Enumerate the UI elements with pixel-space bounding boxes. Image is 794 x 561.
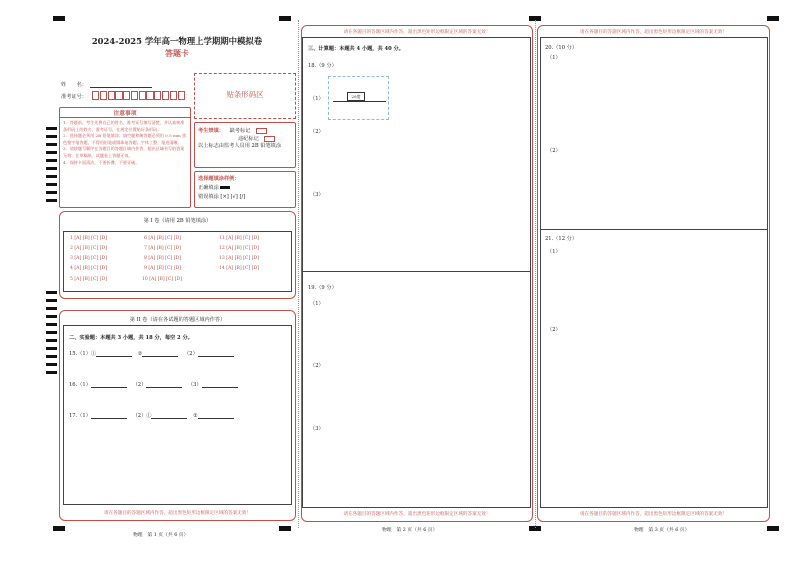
- fill-sample-label: 选择题填涂样例：: [198, 176, 240, 182]
- registration-mark: [767, 526, 779, 531]
- answer-sheet-label: 答题卡: [165, 48, 189, 58]
- column-divider: [298, 20, 299, 528]
- q15-blank-2[interactable]: [142, 356, 178, 357]
- mc-question-14[interactable]: 14 [A] [B] [C] [D]: [219, 266, 259, 271]
- barcode-area-label: 贴条形码区: [226, 90, 264, 99]
- name-field[interactable]: [90, 87, 152, 88]
- figure-block-label: 29度: [351, 94, 361, 99]
- q15-row: [69, 350, 234, 357]
- experiment-section-title: 二、实验题：本题共 3 小题，共 18 分，每空 2 分。: [69, 335, 193, 341]
- registration-mark: [53, 16, 65, 21]
- q15-blank-1[interactable]: [96, 356, 132, 357]
- q19-part-2: （2）: [310, 363, 324, 369]
- name-label: 姓 名：: [61, 82, 87, 88]
- registration-mark: [767, 16, 779, 21]
- mc-question-5[interactable]: 5 [A] [B] [C] [D]: [70, 277, 107, 282]
- page3-warning-top: 请在各题目的答题区域内作答，超出黑色矩形边框限定区域的答案无效！: [579, 30, 727, 35]
- mc-question-4[interactable]: 4 [A] [B] [C] [D]: [70, 266, 107, 271]
- notice-items: [63, 120, 188, 166]
- q17-blank-3[interactable]: [198, 418, 234, 419]
- part1-title: 第 I 卷（请用 2B 铅笔填涂）: [143, 218, 212, 224]
- q19-title: 19.（9 分）: [308, 285, 337, 291]
- q17-label: 17.（1）: [69, 413, 91, 419]
- q18-part-2: （2）: [310, 129, 324, 135]
- mc-question-11[interactable]: 11 [A] [B] [C] [D]: [219, 236, 259, 241]
- absent-mark-box[interactable]: [256, 128, 267, 134]
- notice-item: 2．选择题必须用 2B 铅笔填涂；填空题和解答题必须用 0.5 mm 黑色签字笔答题，不得用铅笔或圆珠笔答题；字体工整、笔迹清晰。: [63, 133, 187, 145]
- q18-title: 18.（9 分）: [308, 63, 337, 69]
- mc-question-10[interactable]: 10 [A] [B] [C] [D]: [142, 277, 182, 282]
- wrong-fill-sample: [×] [√] [/]: [220, 194, 246, 200]
- registration-mark: [279, 16, 291, 21]
- q17-row: [69, 412, 234, 419]
- registration-mark: [53, 526, 65, 531]
- violation-mark-label: 违纪标记: [238, 136, 259, 142]
- exam-title: 2024-2025 学年高一物理上学期期中模拟卷: [91, 36, 263, 46]
- page3-footer: 物理 第 3 页（共 6 页）: [634, 528, 690, 533]
- q16-row: [69, 381, 238, 388]
- fill-sample-panel: [198, 175, 294, 202]
- figure-ground-line: [333, 101, 386, 102]
- page1-footer: 物理 第 1 页（共 6 页）: [133, 533, 189, 538]
- exam-id-label: 准考证号：: [61, 94, 87, 100]
- q16-blank-3[interactable]: [202, 387, 238, 388]
- figure-block: [347, 92, 365, 101]
- correct-fill-label: 正确填涂: [198, 185, 219, 191]
- mc-question-12[interactable]: 12 [A] [B] [C] [D]: [219, 246, 259, 251]
- q21-part-1: （1）: [547, 249, 561, 255]
- part2-title: 第 II 卷（请在各试题的答题区域内作答）: [129, 317, 226, 323]
- mc-question-8[interactable]: 8 [A] [B] [C] [D]: [144, 256, 181, 261]
- q16-sub-2: （2）: [132, 382, 147, 388]
- q21-title: 21.（12 分）: [545, 236, 578, 242]
- page2-warning-top: 请在各题目的答题区域内作答，超出黑色矩形边框限定区域的答案无效！: [343, 30, 491, 35]
- mc-question-2[interactable]: 2 [A] [B] [C] [D]: [70, 246, 107, 251]
- q15-label: 15.（1）①: [69, 351, 97, 357]
- q20-part-1: （1）: [547, 55, 561, 61]
- q18-part-3: （3）: [310, 192, 324, 198]
- mc-question-13[interactable]: 13 [A] [B] [C] [D]: [219, 256, 259, 261]
- q17-sub-3: ②: [193, 413, 198, 419]
- notice-item: 3．请按题号顺序在各题目的答题区域内作答，超出区域书写的答案无效；在草稿纸、试题卷上答题无效。: [63, 146, 185, 158]
- notice-divider: [59, 117, 191, 118]
- notice-item: 4．保持卡面清洁，不要折叠、不要弄破。: [63, 159, 140, 165]
- wrong-fill-label: 错误填涂: [198, 194, 219, 200]
- exam-status-panel: [198, 127, 294, 150]
- correct-fill-sample: [220, 186, 230, 190]
- q15-sub-3: （2）: [184, 351, 198, 357]
- page1-warning: 请在各题目的答题区域内作答，超出黑色矩形边框限定区域的答案无效！: [103, 511, 251, 516]
- calculation-section-title: 三、计算题：本题共 4 小题，共 40 分。: [308, 46, 404, 52]
- exam-id-cells[interactable]: [92, 91, 185, 100]
- violation-mark-box[interactable]: [264, 136, 275, 142]
- notice-title: 注意事项: [113, 111, 137, 117]
- mc-question-9[interactable]: 9 [A] [B] [C] [D]: [144, 266, 181, 271]
- q17-sub-2: （2）①: [132, 413, 152, 419]
- q17-blank-2[interactable]: [151, 418, 187, 419]
- page3-warning-bottom: 请在各题目的答题区域内作答，超出黑色矩形边框限定区域的答案无效！: [579, 512, 727, 517]
- q16-label: 16.（1）: [69, 382, 91, 388]
- column-divider: [535, 20, 536, 528]
- q15-blank-3[interactable]: [198, 356, 234, 357]
- page3-answer-area: [540, 37, 768, 508]
- q18-q19-divider: [302, 271, 531, 272]
- q15-sub-2: ②: [137, 351, 143, 357]
- q19-part-3: （3）: [310, 426, 324, 432]
- q20-q21-divider: [540, 229, 768, 230]
- mc-question-7[interactable]: 7 [A] [B] [C] [D]: [144, 246, 181, 251]
- mc-question-6[interactable]: 6 [A] [B] [C] [D]: [144, 236, 181, 241]
- exam-status-note: 以上标志由监考人员用 2B 铅笔填涂: [198, 143, 282, 149]
- q19-part-1: （1）: [310, 301, 324, 307]
- q17-blank-1[interactable]: [91, 418, 127, 419]
- notice-item: 1．答题前，考生先将自己的姓名，准考证号填写清楚，并认真核准条形码上的姓名、准考证号，在规定位置贴好条形码。: [63, 120, 185, 132]
- q20-part-2: （2）: [547, 148, 561, 154]
- q18-figure: [328, 76, 389, 120]
- registration-mark: [279, 526, 291, 531]
- q21-part-2: （2）: [547, 327, 561, 333]
- q16-sub-3: （3）: [187, 382, 202, 388]
- page2-footer: 物理 第 2 页（共 6 页）: [382, 528, 438, 533]
- exam-status-label: 考生禁填：: [198, 128, 224, 134]
- page2-warning-bottom: 请在各题目的答题区域内作答，超出黑色矩形边框限定区域的答案无效！: [343, 512, 491, 517]
- q16-blank-1[interactable]: [91, 387, 127, 388]
- q16-blank-2[interactable]: [146, 387, 182, 388]
- mc-question-1[interactable]: 1 [A] [B] [C] [D]: [70, 236, 107, 241]
- mc-question-3[interactable]: 3 [A] [B] [C] [D]: [70, 256, 107, 261]
- q18-part-1: （1）: [310, 96, 324, 102]
- q20-title: 20.（10 分）: [545, 45, 578, 51]
- absent-mark-label: 缺考标记: [229, 128, 251, 134]
